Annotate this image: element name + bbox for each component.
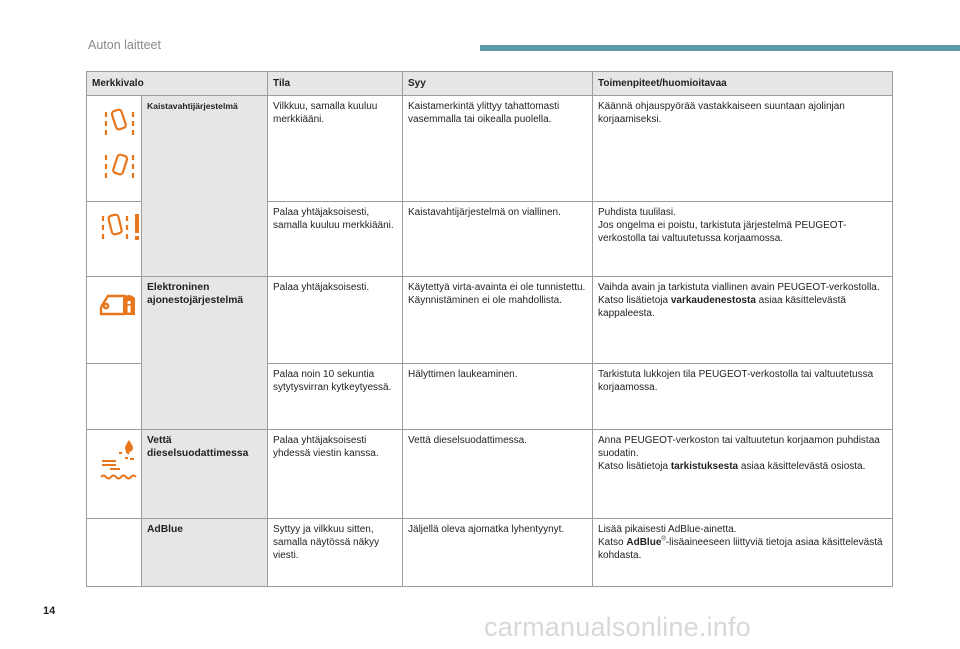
header-cause: Syy [403,72,593,96]
light-name-water-in-diesel: Vettä dieselsuodattimessa [142,430,268,519]
action-line: Anna PEUGEOT-verkoston tai valtuutetun korjaamon puhdistaa suodatin. [598,435,880,459]
cause-cell: Kaistamerkintä ylittyy tahattomasti vasemmalla tai oikealla puolella. [403,96,593,202]
header-accent-bar [480,45,960,51]
state-cell: Palaa yhtäjaksoisesti. [268,277,403,364]
action-cell [593,277,893,364]
cause-cell: Vettä dieselsuodattimessa. [403,430,593,519]
action-emphasis: AdBlue [626,537,662,548]
icon-cell [87,202,142,277]
icon-cell [87,519,142,587]
section-title: Auton laitteet [88,38,161,52]
cause-line: Käytettyä virta-avainta ei ole tunnistettu. [408,282,586,293]
cause-line: Käynnistäminen ei ole mahdollista. [408,295,562,306]
registered-mark: ® [661,536,666,543]
lane-departure-fault-icon [92,206,147,272]
action-cell: Tarkistuta lukkojen tila PEUGEOT-verkostolla tai valtuutetussa korjaamossa. [593,364,893,430]
action-text: asiaa käsittelevästä osiosta. [738,461,866,472]
page-number: 14 [43,605,56,617]
header-state: Tila [268,72,403,96]
table-row [87,277,893,364]
action-line [598,536,887,562]
action-line [598,294,887,320]
warning-lights-table [86,71,893,587]
action-emphasis: tarkistuksesta [670,461,739,472]
lane-departure-warning-icon [92,100,147,197]
icon-cell [87,430,142,519]
cause-cell: Kaistavahtijärjestelmä on viallinen. [403,202,593,277]
action-cell [593,430,893,519]
cause-cell [403,277,593,364]
cause-cell: Jäljellä oleva ajomatka lyhentyynyt. [403,519,593,587]
action-line: Puhdista tuulilasi. [598,207,676,218]
table-row [87,430,893,519]
action-line: Lisää pikaisesti AdBlue-ainetta. [598,524,737,535]
state-cell: Palaa yhtäjaksoisesti, samalla kuuluu merkkiääni. [268,202,403,277]
table-row [87,96,893,202]
state-cell: Vilkkuu, samalla kuuluu merkkiääni. [268,96,403,202]
light-name-lane-departure: Kaistavahtijärjestelmä [142,96,268,277]
action-cell [593,202,893,277]
water-in-diesel-icon [92,434,147,514]
action-cell [593,519,893,587]
action-text: asiaa käsittelevästä kappaleesta. [598,295,846,319]
action-text: Katso lisätietoja [598,295,671,306]
watermark: carmanualsonline.info [484,612,751,642]
action-text: -lisäaineeseen liittyviä tietoja asiaa käsittelevästä kohdasta. [598,537,883,561]
table-header-row [87,72,893,96]
cause-cell: Hälyttimen laukeaminen. [403,364,593,430]
light-name-adblue: AdBlue [142,519,268,587]
icon-cell [87,277,142,364]
icon-cell [87,364,142,430]
state-cell: Palaa noin 10 sekuntia sytytysvirran kytkeytyessä. [268,364,403,430]
action-line: Jos ongelma ei poistu, tarkistuta järjestelmä PEUGEOT-verkostolla tai valtuutetussa korjaamossa. [598,220,847,244]
light-name-immobiliser: Elektroninen ajonestojärjestelmä [142,277,268,430]
action-text: Katso lisätietoja [598,461,671,472]
header-warning-light: Merkkivalo [87,72,268,96]
header-action: Toimenpiteet/huomioitavaa [593,72,893,96]
action-emphasis: varkaudenestosta [670,295,756,306]
action-line [598,460,887,473]
immobiliser-icon [92,281,147,359]
action-text: Katso [598,537,627,548]
table-row [87,519,893,587]
action-line: Vaihda avain ja tarkistuta viallinen avain PEUGEOT-verkostolla. [598,282,880,293]
icon-cell [87,96,142,202]
action-cell: Käännä ohjauspyörää vastakkaiseen suuntaan ajolinjan korjaamiseksi. [593,96,893,202]
state-cell: Palaa yhtäjaksoisesti yhdessä viestin kanssa. [268,430,403,519]
state-cell: Syttyy ja vilkkuu sitten, samalla näytössä näkyy viesti. [268,519,403,587]
